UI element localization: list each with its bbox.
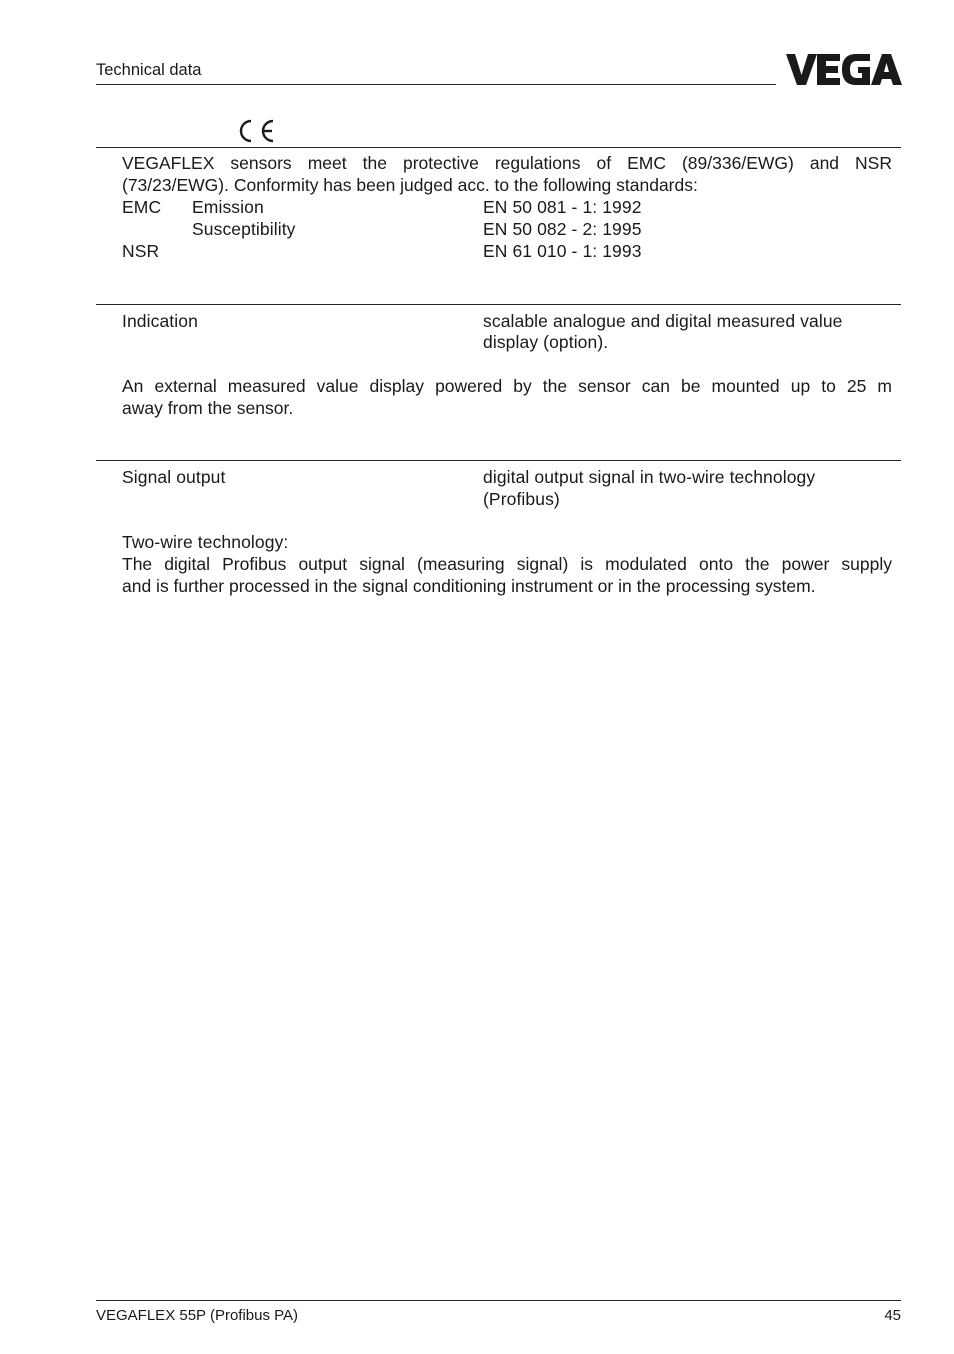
standard-group-nsr: NSR [122, 241, 160, 261]
ce-mark-icon [233, 118, 277, 144]
standard-item-susceptibility: Susceptibility [192, 219, 296, 239]
signal-output-label: Signal output [122, 467, 226, 487]
indication-value-line1: scalable analogue and digital measured value [483, 311, 843, 331]
page-number: 45 [884, 1307, 901, 1324]
section-divider [96, 147, 901, 148]
indication-note [122, 375, 892, 419]
standard-value-susceptibility: EN 50 082 - 2: 1995 [483, 219, 642, 239]
two-wire-note-line1: The digital Profibus output signal (measuring signal) is modulated onto the power supply [122, 554, 892, 574]
indication-note-line1: An external measured value display powered by the sensor can be mounted up to 25 m [122, 376, 892, 396]
section-title: Technical data [96, 61, 202, 79]
ce-intro [122, 152, 892, 196]
indication-note-line2: away from the sensor. [122, 398, 294, 418]
standard-item-emission: Emission [192, 197, 264, 217]
section-divider [96, 460, 901, 461]
two-wire-note-line2: and is further processed in the signal conditioning instrument or in the processing system. [122, 576, 816, 596]
standard-value-nsr: EN 61 010 - 1: 1993 [483, 241, 642, 261]
ce-intro-line1: VEGAFLEX sensors meet the protective regulations of EMC (89/336/EWG) and NSR [122, 153, 892, 173]
standard-value-emission: EN 50 081 - 1: 1992 [483, 197, 642, 217]
footer-divider [96, 1300, 901, 1301]
signal-output-value-line1: digital output signal in two-wire technology [483, 467, 816, 487]
standard-group-emc: EMC [122, 197, 162, 217]
section-divider [96, 304, 901, 305]
document-title: VEGAFLEX 55P (Profibus PA) [96, 1307, 299, 1324]
indication-label: Indication [122, 311, 198, 331]
indication-value-line2: display (option). [483, 332, 609, 352]
vega-logo [786, 53, 902, 86]
ce-intro-line2: (73/23/EWG). Conformity has been judged acc. to the following standards: [122, 175, 698, 195]
two-wire-title: Two-wire technology: [122, 532, 289, 552]
two-wire-note [122, 553, 892, 597]
signal-output-value-line2: (Profibus) [483, 489, 560, 509]
header-divider [96, 84, 776, 85]
